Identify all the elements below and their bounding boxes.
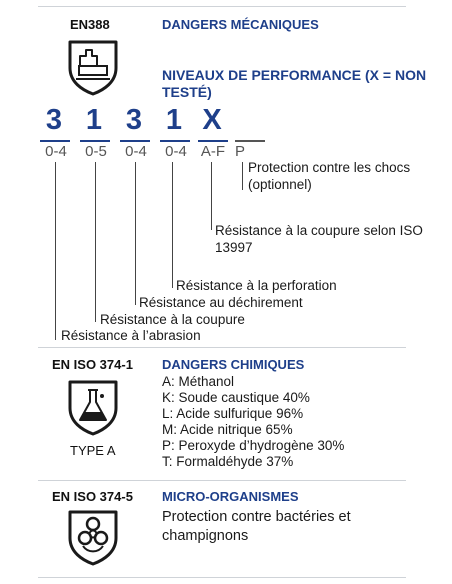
section-divider-1	[38, 347, 406, 348]
range-6: P	[235, 143, 246, 160]
desc-abrasion: Résistance à l’abrasion	[61, 328, 201, 343]
desc-perforation: Résistance à la perforation	[176, 278, 337, 293]
hammer-hand-shield-icon	[66, 38, 120, 96]
code-digit-2: 1	[85, 104, 103, 136]
chemical-item-a: A: Méthanol	[162, 374, 235, 389]
en-iso-374-1-label: EN ISO 374-1	[52, 357, 133, 372]
chemical-item-m: M: Acide nitrique 65%	[162, 422, 293, 437]
micro-description: Protection contre bactéries et champignons	[162, 509, 351, 544]
chemical-heading: DANGERS CHIMIQUES	[162, 357, 305, 372]
micro-heading: MICRO-ORGANISMES	[162, 489, 299, 504]
code-underline-1	[40, 140, 70, 142]
en388-label: EN388	[70, 17, 110, 32]
biohazard-shield-icon	[66, 508, 120, 566]
desc-coupure-iso: Résistance à la coupure selon ISO 13997	[215, 223, 423, 255]
chemical-item-k: K: Soude caustique 40%	[162, 390, 310, 405]
code-digit-1: 3	[45, 104, 63, 136]
connector-line-3	[135, 162, 136, 305]
desc-dechirement: Résistance au déchirement	[139, 295, 303, 310]
code-underline-3	[120, 140, 150, 142]
code-digit-3: 3	[125, 104, 143, 136]
performance-heading: NIVEAUX DE PERFORMANCE (X = NON TESTÉ)	[162, 67, 427, 100]
code-digit-5: X	[202, 104, 222, 136]
section-divider-2	[38, 480, 406, 481]
chemical-list	[162, 374, 344, 470]
connector-line-4	[172, 162, 173, 288]
bottom-divider	[38, 577, 406, 578]
range-3: 0-4	[125, 143, 147, 160]
code-digit-4: 1	[165, 104, 183, 136]
connector-line-5	[211, 162, 212, 230]
code-underline-5	[198, 140, 228, 142]
desc-coupure: Résistance à la coupure	[100, 312, 245, 327]
en-iso-374-5-label: EN ISO 374-5	[52, 489, 133, 504]
chemical-item-p: P: Peroxyde d’hydrogène 30%	[162, 438, 345, 453]
connector-line-1	[55, 162, 56, 340]
mechanical-heading: DANGERS MÉCANIQUES	[162, 17, 319, 32]
range-2: 0-5	[85, 143, 107, 160]
desc-chocs: Protection contre les chocs (optionnel)	[248, 160, 411, 192]
code-underline-2	[80, 140, 110, 142]
connector-line-6	[242, 162, 243, 190]
flask-shield-icon	[66, 378, 120, 436]
range-4: 0-4	[165, 143, 187, 160]
code-underline-6	[235, 140, 265, 142]
type-a-label: TYPE A	[70, 443, 116, 458]
connector-line-2	[95, 162, 96, 322]
chemical-item-l: L: Acide sulfurique 96%	[162, 406, 304, 421]
range-5: A-F	[200, 143, 226, 160]
code-underline-4	[160, 140, 190, 142]
range-1: 0-4	[45, 143, 67, 160]
top-divider	[38, 6, 406, 7]
chemical-item-t: T: Formaldéhyde 37%	[162, 454, 294, 469]
